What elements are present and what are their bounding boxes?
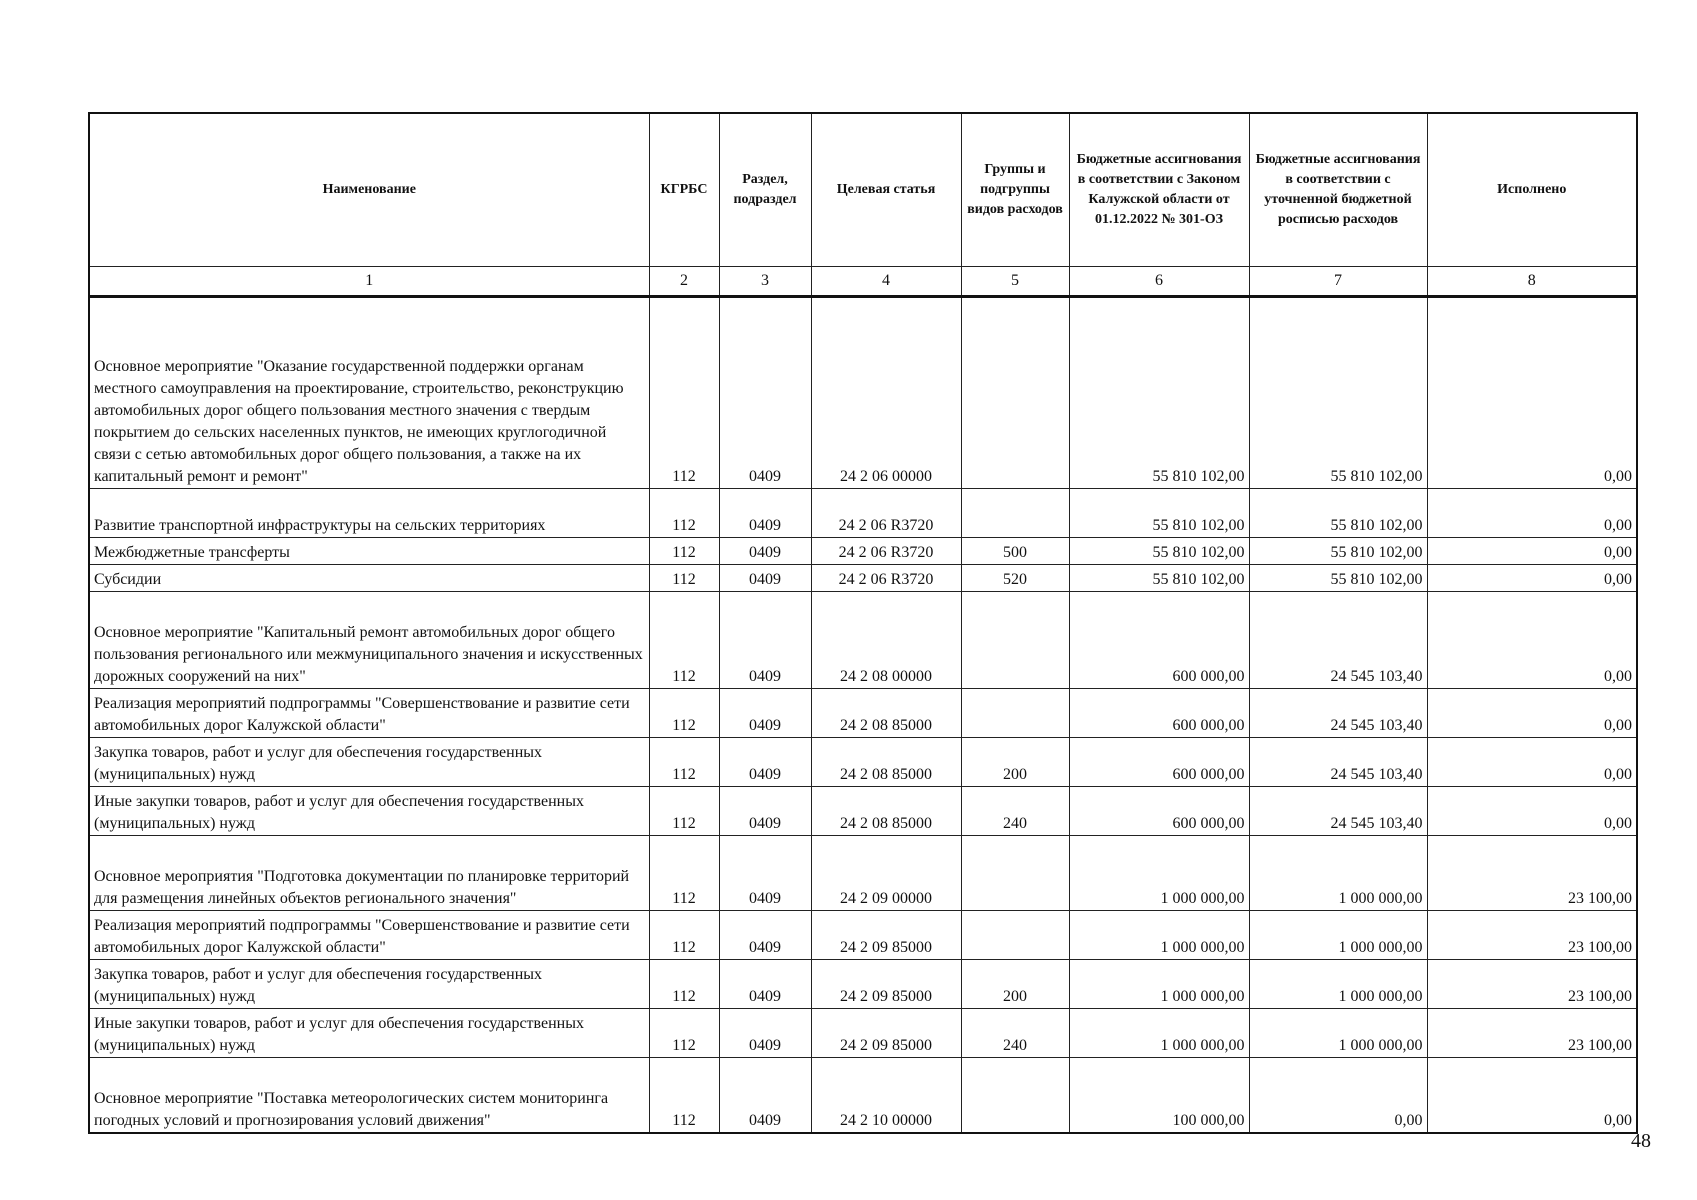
row-budget-law: 55 810 102,00: [1069, 489, 1249, 538]
row-target: 24 2 08 85000: [811, 738, 961, 787]
row-kgrbs: 112: [649, 738, 719, 787]
row-kgrbs: 112: [649, 787, 719, 836]
row-group: 200: [961, 960, 1069, 1009]
row-section: 0409: [719, 1009, 811, 1058]
row-name: Закупка товаров, работ и услуг для обеспечения государственных (муниципальных) нужд: [89, 738, 649, 787]
header-group: Группы и подгруппы видов расходов: [961, 113, 1069, 267]
row-executed: 0,00: [1427, 689, 1637, 738]
row-executed: 0,00: [1427, 738, 1637, 787]
column-number-row: [89, 267, 1637, 297]
row-budget-refined: 24 545 103,40: [1249, 738, 1427, 787]
row-kgrbs: 112: [649, 911, 719, 960]
row-target: 24 2 08 00000: [811, 592, 961, 689]
row-target: 24 2 08 85000: [811, 787, 961, 836]
row-target: 24 2 06 00000: [811, 297, 961, 489]
row-name: Основное мероприятия "Подготовка документации по планировке территорий для размещения линейных объектов регионального значения": [89, 836, 649, 911]
row-target: 24 2 09 00000: [811, 836, 961, 911]
row-budget-refined: 24 545 103,40: [1249, 689, 1427, 738]
row-name: Основное мероприятие "Поставка метеорологических систем мониторинга погодных условий и прогнозирования условий движения": [89, 1058, 649, 1134]
row-executed: 23 100,00: [1427, 911, 1637, 960]
row-target: 24 2 06 R3720: [811, 489, 961, 538]
row-target: 24 2 09 85000: [811, 1009, 961, 1058]
row-group: [961, 689, 1069, 738]
column-number: 6: [1069, 267, 1249, 297]
row-group: [961, 1058, 1069, 1134]
row-section: 0409: [719, 911, 811, 960]
row-kgrbs: 112: [649, 689, 719, 738]
header-budget-refined: Бюджетные ассигнования в соответствии с уточненной бюджетной росписью расходов: [1249, 113, 1427, 267]
table-row: [89, 565, 1637, 592]
header-budget-law: Бюджетные ассигнования в соответствии с Законом Калужской области от 01.12.2022 № 301-ОЗ: [1069, 113, 1249, 267]
row-executed: 0,00: [1427, 787, 1637, 836]
budget-execution-table: [88, 112, 1638, 1134]
row-executed: 0,00: [1427, 1058, 1637, 1134]
page-number: 48: [1631, 1130, 1651, 1152]
table-row: [89, 297, 1637, 489]
table-row: [89, 689, 1637, 738]
row-section: 0409: [719, 565, 811, 592]
row-target: 24 2 06 R3720: [811, 565, 961, 592]
header-executed: Исполнено: [1427, 113, 1637, 267]
row-budget-law: 1 000 000,00: [1069, 836, 1249, 911]
table-row: [89, 738, 1637, 787]
row-name: Основное мероприятие "Оказание государственной поддержки органам местного самоуправления на проектирование, строительство, реконструкцию автомобильных дорог общего пользования местного значения с твердым покрытием до сельских населенных пунктов, не имеющих круглогодичной связи с сетью автомобильных дорог общего пользования, а также на их капитальный ремонт и ремонт": [89, 297, 649, 489]
row-group: [961, 836, 1069, 911]
row-name: Закупка товаров, работ и услуг для обеспечения государственных (муниципальных) нужд: [89, 960, 649, 1009]
table-row: [89, 538, 1637, 565]
column-number: 2: [649, 267, 719, 297]
row-budget-refined: 24 545 103,40: [1249, 592, 1427, 689]
row-group: [961, 911, 1069, 960]
row-executed: 23 100,00: [1427, 1009, 1637, 1058]
row-name: Основное мероприятие "Капитальный ремонт автомобильных дорог общего пользования регионального или межмуниципального значения и искусственных дорожных сооружений на них": [89, 592, 649, 689]
header-target: Целевая статья: [811, 113, 961, 267]
row-budget-refined: 1 000 000,00: [1249, 960, 1427, 1009]
row-budget-law: 600 000,00: [1069, 689, 1249, 738]
row-kgrbs: 112: [649, 960, 719, 1009]
row-name: Иные закупки товаров, работ и услуг для обеспечения государственных (муниципальных) нужд: [89, 1009, 649, 1058]
row-group: 240: [961, 1009, 1069, 1058]
row-group: 520: [961, 565, 1069, 592]
row-group: 500: [961, 538, 1069, 565]
row-group: [961, 489, 1069, 538]
row-budget-refined: 1 000 000,00: [1249, 911, 1427, 960]
row-budget-law: 600 000,00: [1069, 787, 1249, 836]
row-section: 0409: [719, 738, 811, 787]
row-name: Иные закупки товаров, работ и услуг для обеспечения государственных (муниципальных) нужд: [89, 787, 649, 836]
table-header-row: [89, 113, 1637, 267]
table-row: [89, 489, 1637, 538]
column-number: 8: [1427, 267, 1637, 297]
row-budget-refined: 24 545 103,40: [1249, 787, 1427, 836]
table-row: [89, 1009, 1637, 1058]
row-section: 0409: [719, 836, 811, 911]
column-number: 1: [89, 267, 649, 297]
row-group: [961, 297, 1069, 489]
row-name: Развитие транспортной инфраструктуры на сельских территориях: [89, 489, 649, 538]
row-kgrbs: 112: [649, 538, 719, 565]
table-row: [89, 1058, 1637, 1134]
row-budget-law: 600 000,00: [1069, 738, 1249, 787]
row-target: 24 2 09 85000: [811, 911, 961, 960]
row-group: [961, 592, 1069, 689]
row-budget-refined: 1 000 000,00: [1249, 1009, 1427, 1058]
row-section: 0409: [719, 297, 811, 489]
column-number: 5: [961, 267, 1069, 297]
row-budget-law: 55 810 102,00: [1069, 538, 1249, 565]
row-section: 0409: [719, 538, 811, 565]
row-kgrbs: 112: [649, 592, 719, 689]
row-name: Субсидии: [89, 565, 649, 592]
row-budget-law: 55 810 102,00: [1069, 297, 1249, 489]
row-budget-refined: 55 810 102,00: [1249, 489, 1427, 538]
row-target: 24 2 08 85000: [811, 689, 961, 738]
row-target: 24 2 10 00000: [811, 1058, 961, 1134]
row-executed: 0,00: [1427, 489, 1637, 538]
row-budget-law: 600 000,00: [1069, 592, 1249, 689]
row-budget-refined: 1 000 000,00: [1249, 836, 1427, 911]
row-kgrbs: 112: [649, 1009, 719, 1058]
table-row: [89, 836, 1637, 911]
row-executed: 0,00: [1427, 297, 1637, 489]
row-section: 0409: [719, 960, 811, 1009]
header-kgrbs: КГРБС: [649, 113, 719, 267]
row-section: 0409: [719, 689, 811, 738]
row-budget-law: 1 000 000,00: [1069, 1009, 1249, 1058]
row-section: 0409: [719, 489, 811, 538]
row-section: 0409: [719, 787, 811, 836]
row-section: 0409: [719, 592, 811, 689]
table-row: [89, 960, 1637, 1009]
row-group: 240: [961, 787, 1069, 836]
row-name: Межбюджетные трансферты: [89, 538, 649, 565]
header-name: Наименование: [89, 113, 649, 267]
row-executed: 0,00: [1427, 538, 1637, 565]
row-kgrbs: 112: [649, 1058, 719, 1134]
row-kgrbs: 112: [649, 565, 719, 592]
column-number: 4: [811, 267, 961, 297]
table-row: [89, 787, 1637, 836]
row-group: 200: [961, 738, 1069, 787]
row-kgrbs: 112: [649, 297, 719, 489]
row-budget-law: 1 000 000,00: [1069, 960, 1249, 1009]
row-budget-refined: 55 810 102,00: [1249, 297, 1427, 489]
row-executed: 23 100,00: [1427, 960, 1637, 1009]
header-section: Раздел, подраздел: [719, 113, 811, 267]
table-row: [89, 592, 1637, 689]
row-name: Реализация мероприятий подпрограммы "Совершенствование и развитие сети автомобильных дорог Калужской области": [89, 911, 649, 960]
row-target: 24 2 09 85000: [811, 960, 961, 1009]
row-budget-refined: 55 810 102,00: [1249, 565, 1427, 592]
row-budget-law: 55 810 102,00: [1069, 565, 1249, 592]
row-executed: 23 100,00: [1427, 836, 1637, 911]
row-budget-refined: 0,00: [1249, 1058, 1427, 1134]
table-row: [89, 911, 1637, 960]
column-number: 3: [719, 267, 811, 297]
row-executed: 0,00: [1427, 592, 1637, 689]
column-number: 7: [1249, 267, 1427, 297]
row-kgrbs: 112: [649, 489, 719, 538]
row-name: Реализация мероприятий подпрограммы "Совершенствование и развитие сети автомобильных дорог Калужской области": [89, 689, 649, 738]
row-kgrbs: 112: [649, 836, 719, 911]
row-target: 24 2 06 R3720: [811, 538, 961, 565]
row-budget-law: 1 000 000,00: [1069, 911, 1249, 960]
row-section: 0409: [719, 1058, 811, 1134]
row-budget-law: 100 000,00: [1069, 1058, 1249, 1134]
row-executed: 0,00: [1427, 565, 1637, 592]
row-budget-refined: 55 810 102,00: [1249, 538, 1427, 565]
